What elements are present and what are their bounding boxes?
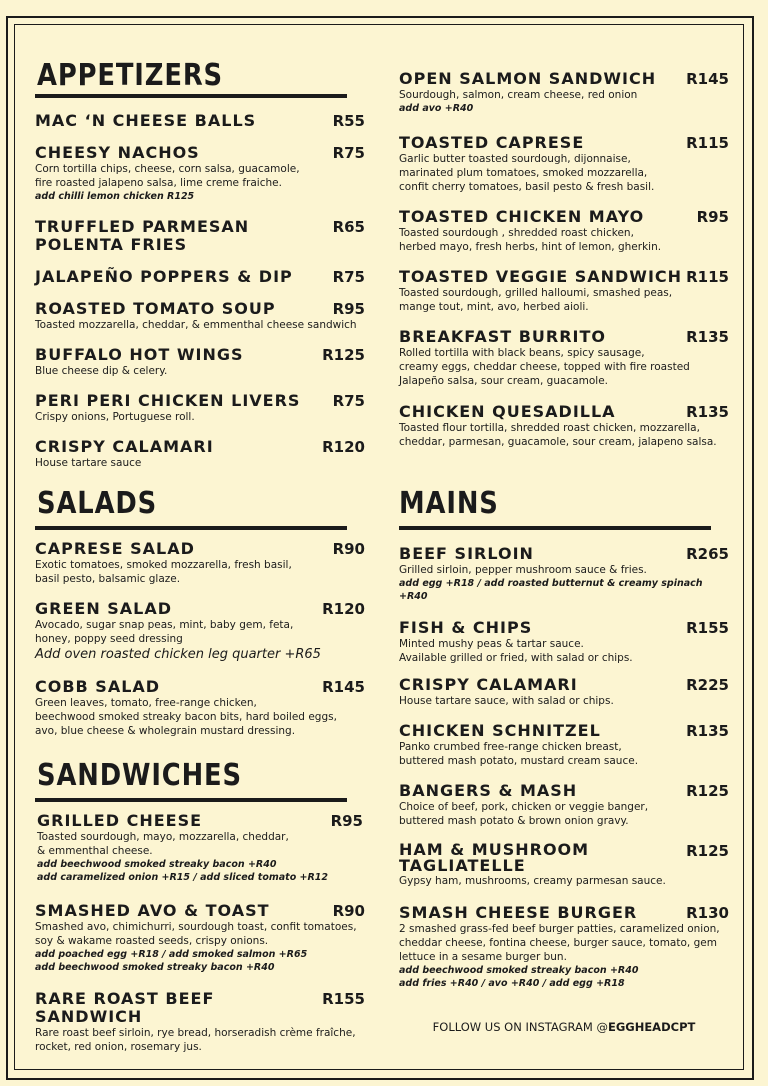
- item-addon: add avo +R40: [399, 103, 474, 114]
- item-name: JALAPEÑO POPPERS & DIP: [35, 267, 293, 286]
- item-description: Toasted sourdough , shredded roast chicken, herbed mayo, fresh herbs, hint of lemon, gherkin.: [399, 227, 662, 253]
- item-addon: add poached egg +R18 / add smoked salmon +R65 add beechwood smoked streaky bacon +R40: [35, 949, 308, 973]
- item-name: TRUFFLED PARMESAN POLENTA FRIES: [35, 217, 250, 254]
- item-name: TOASTED CAPRESE: [399, 133, 585, 152]
- item-addon: Add oven roasted chicken leg quarter +R65: [35, 647, 321, 662]
- item-name: SMASH CHEESE BURGER: [399, 903, 638, 922]
- menu-item: [35, 600, 365, 664]
- item-name: FISH & CHIPS: [399, 618, 533, 637]
- item-name: TOASTED VEGGIE SANDWICH: [399, 267, 683, 286]
- item-description: House tartare sauce, with salad or chips.: [399, 695, 614, 707]
- menu-item: [35, 678, 365, 738]
- item-price: R115: [686, 268, 729, 286]
- menu-item: [399, 904, 729, 990]
- item-price: R135: [686, 328, 729, 346]
- mains-heading: MAINS: [399, 486, 499, 521]
- item-price: R65: [332, 218, 365, 236]
- item-name: GREEN SALAD: [35, 599, 173, 618]
- item-description: Gypsy ham, mushrooms, creamy parmesan sauce.: [399, 875, 666, 887]
- item-name: BANGERS & MASH: [399, 781, 578, 800]
- item-price: R155: [322, 990, 365, 1008]
- item-name: ROASTED TOMATO SOUP: [35, 299, 276, 318]
- menu-item: [35, 218, 365, 254]
- item-name: CAPRESE SALAD: [35, 539, 195, 558]
- item-price: R120: [322, 438, 365, 456]
- item-price: R75: [332, 392, 365, 410]
- menu-item: [35, 144, 365, 203]
- item-price: R75: [332, 268, 365, 286]
- appetizers-heading: APPETIZERS: [37, 58, 223, 93]
- menu-item: [35, 300, 365, 332]
- item-price: R145: [322, 678, 365, 696]
- item-price: R135: [686, 403, 729, 421]
- salads-heading: SALADS: [37, 486, 158, 521]
- item-name: RARE ROAST BEEF SANDWICH: [35, 989, 215, 1026]
- item-description: Minted mushy peas & tartar sauce. Available grilled or fried, with salad or chips.: [399, 638, 633, 664]
- item-addon: add beechwood smoked streaky bacon +R40 add fries +R40 / avo +R40 / add egg +R18: [399, 965, 639, 989]
- menu-item: [399, 328, 729, 388]
- item-description: Corn tortilla chips, cheese, corn salsa, guacamole, fire roasted jalapeno salsa, lime creme fraiche.: [35, 163, 300, 189]
- item-description: Panko crumbed free-range chicken breast, buttered mash potato, mustard cream sauce.: [399, 741, 639, 767]
- menu-item: [399, 722, 729, 768]
- item-description: 2 smashed grass-fed beef burger patties, caramelized onion, cheddar cheese, fontina cheese, burger sauce, tomato, gem lettuce in a sesame burger bun.: [399, 923, 720, 963]
- item-description: Rare roast beef sirloin, rye bread, horseradish crème fraîche, rocket, red onion, rosemary jus.: [35, 1027, 356, 1053]
- item-name: COBB SALAD: [35, 677, 161, 696]
- item-description: Avocado, sugar snap peas, mint, baby gem, feta, honey, poppy seed dressing: [35, 619, 294, 645]
- item-description: Toasted mozzarella, cheddar, & emmenthal cheese sandwich: [35, 319, 357, 331]
- instagram-handle[interactable]: EGGHEADCPT: [607, 1020, 696, 1034]
- item-addon: add chilli lemon chicken R125: [35, 191, 195, 202]
- item-name: CHICKEN QUESADILLA: [399, 402, 616, 421]
- item-price: R90: [332, 540, 365, 558]
- item-name: BREAKFAST BURRITO: [399, 327, 607, 346]
- item-name: CHEESY NACHOS: [35, 143, 200, 162]
- menu-item: [37, 812, 363, 884]
- item-price: R135: [686, 722, 729, 740]
- item-addon: add egg +R18 / add roasted butternut & creamy spinach +R40: [399, 578, 703, 602]
- menu-item: [399, 676, 729, 708]
- item-price: R90: [332, 902, 365, 920]
- item-price: R225: [686, 676, 729, 694]
- item-name: HAM & MUSHROOM TAGLIATELLE: [399, 840, 590, 875]
- item-price: R120: [322, 600, 365, 618]
- item-addon: add beechwood smoked streaky bacon +R40 add caramelized onion +R15 / add sliced tomato +R12: [37, 859, 329, 883]
- item-name: TOASTED CHICKEN MAYO: [399, 207, 645, 226]
- item-price: R125: [686, 782, 729, 800]
- menu-item: [399, 208, 729, 254]
- item-name: MAC ‘N CHEESE BALLS: [35, 111, 257, 130]
- menu-item: [35, 540, 365, 586]
- instagram-footer: [399, 1020, 729, 1034]
- item-price: R130: [686, 904, 729, 922]
- item-name: CRISPY CALAMARI: [35, 437, 214, 456]
- item-price: R75: [332, 144, 365, 162]
- sandwiches-heading: SANDWICHES: [37, 758, 242, 793]
- item-description: Toasted sourdough, grilled halloumi, smashed peas, mange tout, mint, avo, herbed aioli.: [399, 287, 673, 313]
- item-price: R95: [332, 300, 365, 318]
- mains-rule: [399, 526, 711, 530]
- item-name: CHICKEN SCHNITZEL: [399, 721, 601, 740]
- menu-item: [35, 268, 365, 286]
- item-price: R145: [686, 70, 729, 88]
- appetizers-rule: [35, 94, 347, 98]
- item-description: Crispy onions, Portuguese roll.: [35, 411, 195, 423]
- item-name: BEEF SIRLOIN: [399, 544, 534, 563]
- item-description: Grilled sirloin, pepper mushroom sauce & fries.: [399, 564, 647, 576]
- item-price: R115: [686, 134, 729, 152]
- item-price: R125: [686, 842, 729, 860]
- item-price: R155: [686, 619, 729, 637]
- item-description: Rolled tortilla with black beans, spicy sausage, creamy eggs, cheddar cheese, topped with fire roasted Jalapeño salsa, sour cream, guacamole.: [399, 347, 690, 387]
- item-description: Exotic tomatoes, smoked mozzarella, fresh basil, basil pesto, balsamic glaze.: [35, 559, 292, 585]
- salads-rule: [35, 526, 347, 530]
- menu-item: [399, 842, 729, 888]
- menu-item: [399, 70, 729, 115]
- menu-item: [35, 112, 365, 130]
- item-description: Toasted sourdough, mayo, mozzarella, cheddar, & emmenthal cheese.: [37, 831, 289, 857]
- item-description: House tartare sauce: [35, 457, 142, 469]
- menu-item: [399, 134, 729, 194]
- item-description: Smashed avo, chimichurri, sourdough toast, confit tomatoes, soy & wakame roasted seeds, crispy onions.: [35, 921, 357, 947]
- item-price: R95: [696, 208, 729, 226]
- menu-item: [399, 545, 729, 603]
- item-name: PERI PERI CHICKEN LIVERS: [35, 391, 301, 410]
- menu-item: [35, 346, 365, 378]
- item-name: OPEN SALMON SANDWICH: [399, 69, 657, 88]
- menu-item: [399, 782, 729, 828]
- menu-item: [399, 268, 729, 314]
- item-description: Toasted flour tortilla, shredded roast chicken, mozzarella, cheddar, parmesan, guacamole, sour cream, jalapeno salsa.: [399, 422, 717, 448]
- menu-item: [35, 438, 365, 470]
- menu-item: [35, 990, 365, 1054]
- sandwiches-rule: [35, 798, 347, 802]
- item-price: R265: [686, 545, 729, 563]
- item-name: CRISPY CALAMARI: [399, 675, 578, 694]
- menu-item: [399, 403, 729, 449]
- menu-item: [35, 902, 365, 974]
- item-name: GRILLED CHEESE: [37, 811, 203, 830]
- item-description: Green leaves, tomato, free-range chicken, beechwood smoked streaky bacon bits, hard boiled eggs, avo, blue cheese & wholegrain mustard dressing.: [35, 697, 337, 737]
- item-price: R95: [330, 812, 363, 830]
- item-price: R55: [332, 112, 365, 130]
- item-price: R125: [322, 346, 365, 364]
- item-name: BUFFALO HOT WINGS: [35, 345, 244, 364]
- footer-prefix: FOLLOW US ON INSTAGRAM @: [432, 1020, 608, 1034]
- menu-item: [35, 392, 365, 424]
- item-description: Garlic butter toasted sourdough, dijonnaise, marinated plum tomatoes, smoked mozzarella, confit cherry tomatoes, basil pesto & fresh basil.: [399, 153, 655, 193]
- item-description: Blue cheese dip & celery.: [35, 365, 168, 377]
- item-description: Sourdough, salmon, cream cheese, red onion: [399, 89, 638, 101]
- item-description: Choice of beef, pork, chicken or veggie banger, buttered mash potato & brown onion gravy.: [399, 801, 649, 827]
- menu-item: [399, 619, 729, 665]
- item-name: SMASHED AVO & TOAST: [35, 901, 270, 920]
